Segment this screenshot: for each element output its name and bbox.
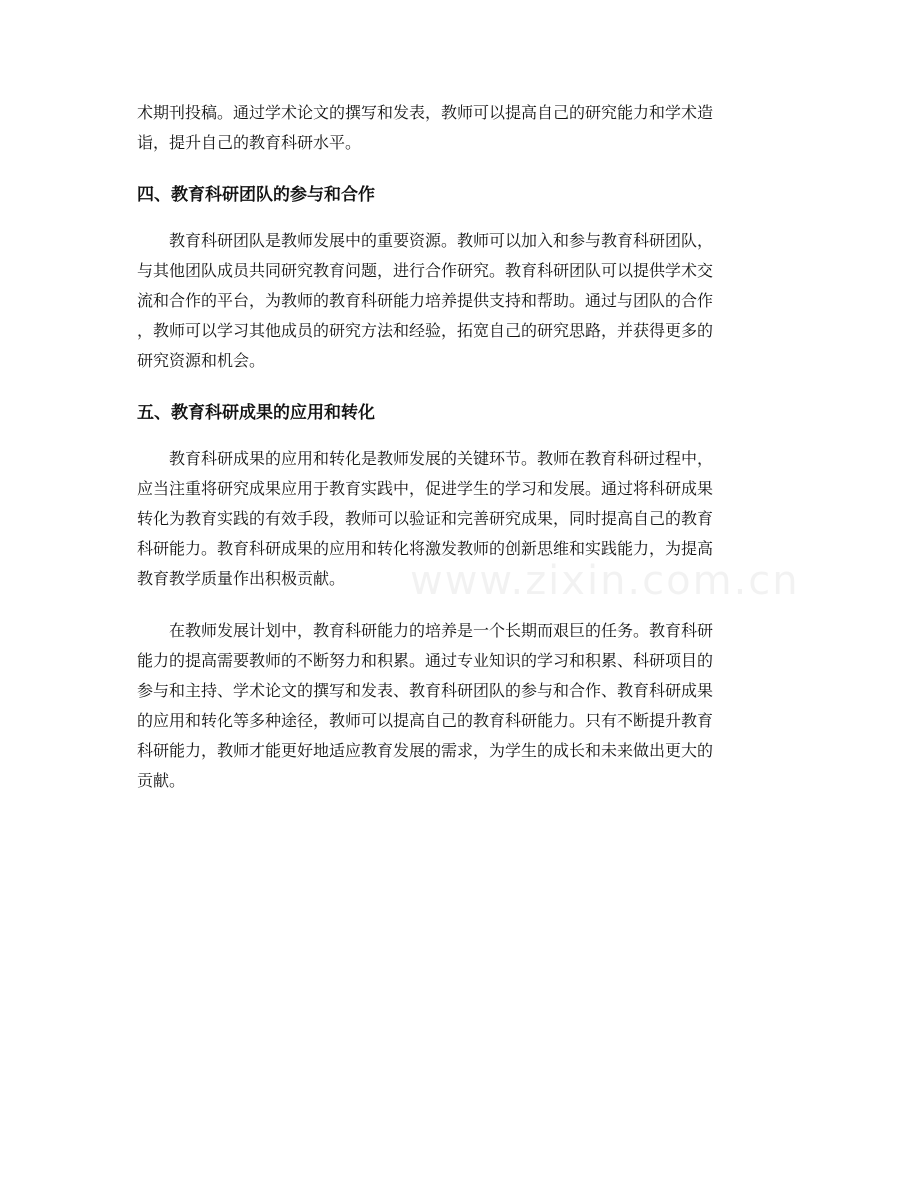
paragraph-continued: 术期刊投稿。通过学术论文的撰写和发表，教师可以提高自己的研究能力和学术造 诣，提升自己的教育科研水平。 xyxy=(137,103,714,152)
watermark: www.zixin.com.cn xyxy=(410,558,800,604)
paragraph-section-4: 教育科研团队是教师发展中的重要资源。教师可以加入和参与教育科研团队， 与其他团队成员共同研究教育问题，进行合作研究。教育科研团队可以提供学术交 流和合作的平台，为教师的教育科研能力培养提供支持和帮助。通过与团队的合作 ，教师可以学习其他成员的研究方法和经验，拓宽自己的研究思路，并获得更多的 研究资源和机会。 xyxy=(137,231,714,370)
section-heading-4: 四、教育科研团队的参与和合作 xyxy=(137,185,375,205)
document-page xyxy=(137,98,787,796)
paragraph-section-5: 教育科研成果的应用和转化是教师发展的关键环节。教师在教育科研过程中， 应当注重将研究成果应用于教育实践中，促进学生的学习和发展。通过将科研成果 转化为教育实践的有效手段，教师可以验证和完善研究成果，同时提高自己的教育 科研能力。教育科研成果的应用和转化将激发教师的创新思维和实践能力，为提高 教育教学质量作出积极贡献。 xyxy=(137,449,714,588)
paragraph-conclusion: 在教师发展计划中，教育科研能力的培养是一个长期而艰巨的任务。教育科研 能力的提高需要教师的不断努力和积累。通过专业知识的学习和积累、科研项目的 参与和主持、学术论文的撰写和发表、教育科研团队的参与和合作、教育科研成果 的应用和转化等多种途径，教师可以提高自己的教育科研能力。只有不断提升教育 科研能力，教师才能更好地适应教育发展的需求，为学生的成长和未来做出更大的 贡献。 xyxy=(137,621,714,790)
section-heading-5: 五、教育科研成果的应用和转化 xyxy=(137,403,375,423)
